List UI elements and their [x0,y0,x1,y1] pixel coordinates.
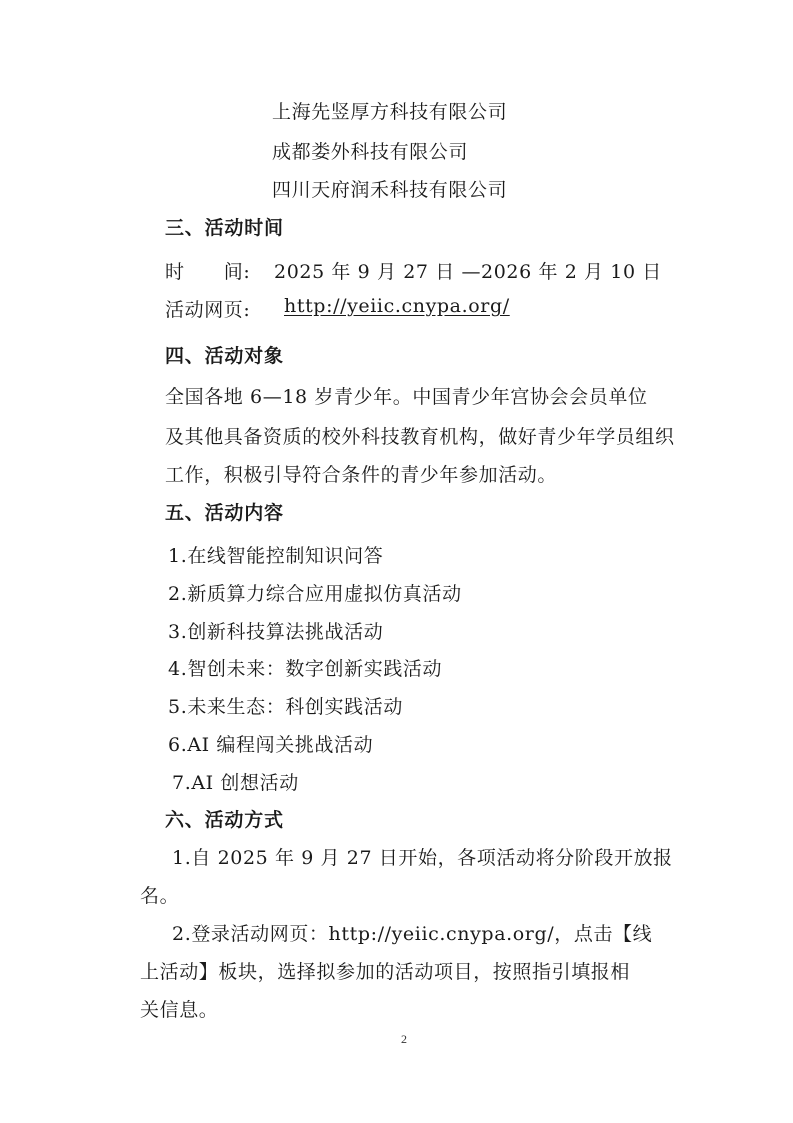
section-4-line-2: 及其他具备资质的校外科技教育机构，做好青少年学员组织 [165,426,675,448]
method-2-line-3: 关信息。 [140,999,219,1021]
method-1-line-2: 名。 [140,885,180,907]
method-2-line-1: 2.登录活动网页：http://yeiic.cnypa.org/，点击【线 [172,923,653,945]
content-item-1: 1.在线智能控制知识问答 [168,545,384,567]
method-2-line-2: 上活动】板块，选择拟参加的活动项目，按照指引填报相 [140,961,631,983]
section-4-line-3: 工作，积极引导符合条件的青少年参加活动。 [165,464,558,486]
section-6-heading: 六、活动方式 [165,809,284,831]
content-item-6: 6.AI 编程闯关挑战活动 [168,734,374,756]
section-3-heading: 三、活动时间 [165,217,284,239]
web-url-link[interactable]: http://yeiic.cnypa.org/ [284,295,510,317]
content-item-7: 7.AI 创想活动 [172,772,299,794]
method-1-line-1: 1.自 2025 年 9 月 27 日开始，各项活动将分阶段开放报 [172,847,673,869]
time-value: 2025 年 9 月 27 日 —2026 年 2 月 10 日 [274,261,662,283]
content-item-4: 4.智创未来：数字创新实践活动 [168,658,443,680]
company-line-2: 成都娄外科技有限公司 [272,141,469,163]
company-line-1: 上海先竖厚方科技有限公司 [272,101,508,123]
time-label: 时 间: [165,261,251,283]
web-label: 活动网页: [165,299,251,321]
content-item-5: 5.未来生态：科创实践活动 [168,696,403,718]
section-4-line-1: 全国各地 6—18 岁青少年。中国青少年宫协会会员单位 [165,386,648,408]
section-4-heading: 四、活动对象 [165,345,284,367]
company-line-3: 四川天府润禾科技有限公司 [272,179,508,201]
content-item-2: 2.新质算力综合应用虚拟仿真活动 [168,583,462,605]
content-item-3: 3.创新科技算法挑战活动 [168,621,384,643]
page-number: 2 [401,1032,407,1046]
section-5-heading: 五、活动内容 [165,502,284,524]
